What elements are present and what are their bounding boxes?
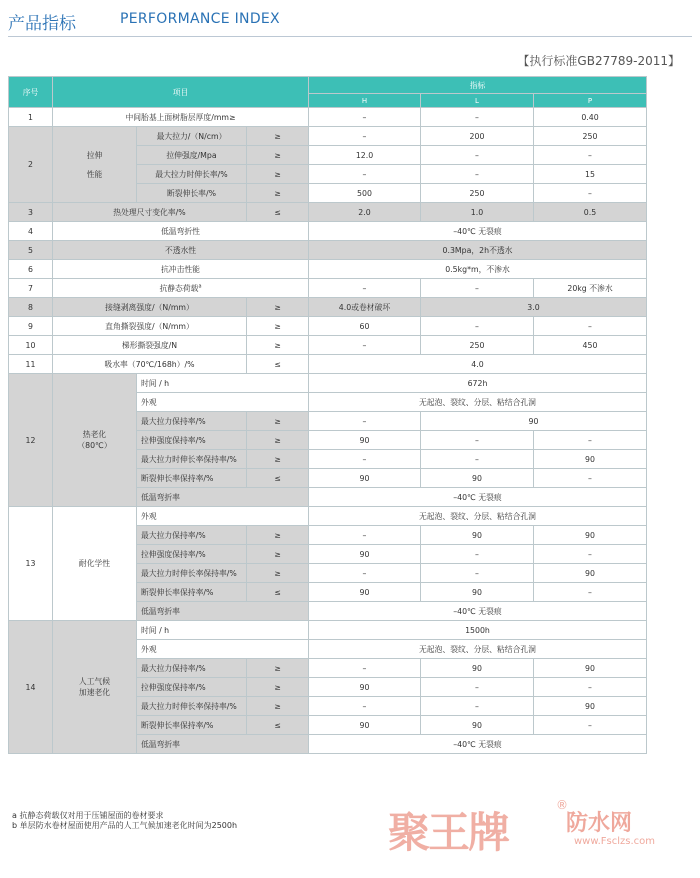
table-cell: – bbox=[309, 697, 421, 716]
table-row bbox=[9, 127, 647, 146]
table-cell: – bbox=[309, 526, 421, 545]
col-h: H bbox=[309, 94, 421, 108]
table-cell: – bbox=[534, 678, 647, 697]
table-cell: ≥ bbox=[247, 678, 309, 697]
table-cell: 最大拉力保持率/% bbox=[137, 412, 247, 431]
table-cell: ≥ bbox=[247, 127, 309, 146]
table-cell: 1.0 bbox=[421, 203, 534, 222]
table-cell: –40℃ 无裂痕 bbox=[309, 602, 647, 621]
table-cell: 断裂伸长率保持率/% bbox=[137, 469, 247, 488]
table-cell: 外观 bbox=[137, 393, 309, 412]
table-row bbox=[9, 621, 647, 640]
table-row bbox=[9, 279, 647, 298]
table-cell: 直角撕裂强度/（N/mm） bbox=[53, 317, 247, 336]
table-cell: – bbox=[309, 412, 421, 431]
table-row bbox=[9, 317, 647, 336]
table-row bbox=[9, 222, 647, 241]
table-cell: 拉伸强度保持率/% bbox=[137, 545, 247, 564]
table-cell: – bbox=[309, 659, 421, 678]
table-cell: –40℃ 无裂痕 bbox=[309, 735, 647, 754]
table-row bbox=[9, 298, 647, 317]
col-item: 项目 bbox=[53, 77, 309, 108]
table-cell: 20kg 不渗水 bbox=[534, 279, 647, 298]
table-cell: 11 bbox=[9, 355, 53, 374]
table-cell: 中间胎基上面树脂层厚度/mm≥ bbox=[53, 108, 309, 127]
table-cell: 拉伸强度保持率/% bbox=[137, 431, 247, 450]
table-cell: 90 bbox=[309, 678, 421, 697]
table-cell: – bbox=[421, 564, 534, 583]
table-cell: ≥ bbox=[247, 526, 309, 545]
table-cell: 90 bbox=[309, 431, 421, 450]
table-cell: 9 bbox=[9, 317, 53, 336]
watermark bbox=[388, 800, 688, 860]
table-cell: 250 bbox=[534, 127, 647, 146]
col-p: P bbox=[534, 94, 647, 108]
table-cell: – bbox=[309, 165, 421, 184]
table-row bbox=[9, 108, 647, 127]
table-cell: 0.3Mpa，2h不透水 bbox=[309, 241, 647, 260]
table-cell: 4 bbox=[9, 222, 53, 241]
table-cell: 最大拉力时伸长率保持率/% bbox=[137, 564, 247, 583]
table-cell: – bbox=[534, 184, 647, 203]
table-cell: 90 bbox=[309, 583, 421, 602]
footnotes bbox=[12, 811, 237, 831]
table-cell: 断裂伸长率保持率/% bbox=[137, 716, 247, 735]
table-cell: – bbox=[421, 279, 534, 298]
table-cell: 低温弯折率 bbox=[137, 602, 309, 621]
watermark-url: www.Fsclzs.com bbox=[574, 836, 656, 847]
group-label: 热老化 （80℃） bbox=[53, 374, 137, 507]
table-cell: – bbox=[421, 450, 534, 469]
table-cell: 低温弯折率 bbox=[137, 488, 309, 507]
table-cell: 5 bbox=[9, 241, 53, 260]
table-cell: – bbox=[309, 336, 421, 355]
table-cell: 4.0或卷材破坏 bbox=[309, 298, 421, 317]
table-cell: 2.0 bbox=[309, 203, 421, 222]
header-divider bbox=[8, 36, 692, 37]
table-cell: 200 bbox=[421, 127, 534, 146]
table-cell: 250 bbox=[421, 336, 534, 355]
watermark-brand: 聚王牌 bbox=[388, 808, 509, 857]
registered-icon: ® bbox=[556, 798, 568, 812]
table-cell: 90 bbox=[309, 545, 421, 564]
table-cell: – bbox=[421, 317, 534, 336]
table-cell: 外观 bbox=[137, 640, 309, 659]
table-cell: ≥ bbox=[247, 659, 309, 678]
table-cell: 梯形撕裂强度/N bbox=[53, 336, 247, 355]
table-cell: ≥ bbox=[247, 336, 309, 355]
table-cell: 最大拉力/（N/cm） bbox=[137, 127, 247, 146]
table-row bbox=[9, 507, 647, 526]
table-cell: 90 bbox=[421, 583, 534, 602]
table-cell: 时间 / h bbox=[137, 374, 309, 393]
table-cell: – bbox=[309, 127, 421, 146]
table-cell: –40℃ 无裂痕 bbox=[309, 222, 647, 241]
table-cell: ≥ bbox=[247, 146, 309, 165]
table-cell: 1 bbox=[9, 108, 53, 127]
table-cell: – bbox=[534, 431, 647, 450]
table-cell: – bbox=[534, 716, 647, 735]
table-cell: 90 bbox=[309, 469, 421, 488]
table-cell: 无起泡、裂纹、分层、粘结合孔洞 bbox=[309, 640, 647, 659]
table-cell: 90 bbox=[534, 564, 647, 583]
table-cell: 90 bbox=[534, 526, 647, 545]
table-cell: 外观 bbox=[137, 507, 309, 526]
table-cell: ≥ bbox=[247, 450, 309, 469]
table-cell: 10 bbox=[9, 336, 53, 355]
table-cell: 接缝剥离强度/（N/mm） bbox=[53, 298, 247, 317]
table-cell: ≥ bbox=[247, 545, 309, 564]
table-cell: 90 bbox=[421, 469, 534, 488]
table-cell: – bbox=[534, 146, 647, 165]
table-cell: 抗冲击性能 bbox=[53, 260, 309, 279]
table-cell: ≥ bbox=[247, 184, 309, 203]
table-cell: 最大拉力保持率/% bbox=[137, 526, 247, 545]
table-cell: – bbox=[534, 317, 647, 336]
table-cell: 断裂伸长率保持率/% bbox=[137, 583, 247, 602]
table-cell: 90 bbox=[421, 716, 534, 735]
table-cell: 12 bbox=[9, 374, 53, 507]
table-cell: 低温弯折性 bbox=[53, 222, 309, 241]
table-cell: – bbox=[421, 697, 534, 716]
table-cell: 250 bbox=[421, 184, 534, 203]
table-cell: – bbox=[534, 583, 647, 602]
group-label: 耐化学性 bbox=[53, 507, 137, 621]
table-cell: 1500h bbox=[309, 621, 647, 640]
table-cell: ≥ bbox=[247, 412, 309, 431]
table-cell: 3.0 bbox=[421, 298, 647, 317]
table-cell: 无起泡、裂纹、分层、粘结合孔洞 bbox=[309, 507, 647, 526]
table-cell: – bbox=[421, 678, 534, 697]
table-cell: 无起泡、裂纹、分层、粘结合孔洞 bbox=[309, 393, 647, 412]
table-cell: ≤ bbox=[247, 583, 309, 602]
table-cell: 90 bbox=[309, 716, 421, 735]
table-cell: – bbox=[309, 108, 421, 127]
table-cell: 13 bbox=[9, 507, 53, 621]
title-en: PERFORMANCE INDEX bbox=[120, 11, 280, 27]
table-row bbox=[9, 336, 647, 355]
table-cell: ≥ bbox=[247, 697, 309, 716]
table-cell: ≥ bbox=[247, 298, 309, 317]
table-row bbox=[9, 203, 647, 222]
table-cell: ≤ bbox=[247, 355, 309, 374]
table-cell: 断裂伸长率/% bbox=[137, 184, 247, 203]
table-row bbox=[9, 241, 647, 260]
table-cell: 拉伸强度保持率/% bbox=[137, 678, 247, 697]
table-cell: ≤ bbox=[247, 203, 309, 222]
table-cell: 0.5 bbox=[534, 203, 647, 222]
table-cell: 最大拉力保持率/% bbox=[137, 659, 247, 678]
table-cell: 拉伸强度/Mpa bbox=[137, 146, 247, 165]
table-cell: 15 bbox=[534, 165, 647, 184]
table-cell: 12.0 bbox=[309, 146, 421, 165]
table-cell: ≥ bbox=[247, 165, 309, 184]
table-cell: 90 bbox=[534, 450, 647, 469]
table-cell: – bbox=[421, 545, 534, 564]
table-cell: 14 bbox=[9, 621, 53, 754]
table-cell: 最大拉力时伸长率/% bbox=[137, 165, 247, 184]
performance-table bbox=[8, 76, 647, 754]
table-cell: 0.40 bbox=[534, 108, 647, 127]
table-cell: 90 bbox=[534, 697, 647, 716]
table-cell: ≥ bbox=[247, 564, 309, 583]
table-cell: 不透水性 bbox=[53, 241, 309, 260]
table-cell: 0.5kg*m，不渗水 bbox=[309, 260, 647, 279]
table-cell: 最大拉力时伸长率保持率/% bbox=[137, 450, 247, 469]
table-cell: – bbox=[534, 545, 647, 564]
page-header bbox=[8, 6, 692, 36]
table-cell: 最大拉力时伸长率保持率/% bbox=[137, 697, 247, 716]
table-cell: – bbox=[421, 108, 534, 127]
table-cell: 热处理尺寸变化率/% bbox=[53, 203, 247, 222]
table-cell: – bbox=[534, 469, 647, 488]
table-cell: 60 bbox=[309, 317, 421, 336]
table-row bbox=[9, 260, 647, 279]
table-cell: 90 bbox=[534, 659, 647, 678]
table-cell: 90 bbox=[421, 659, 534, 678]
col-index: 指标 bbox=[309, 77, 647, 94]
standard-label: 【执行标准GB27789-2011】 bbox=[517, 54, 680, 68]
col-l: L bbox=[421, 94, 534, 108]
footnote-b: b 单层防水卷材屋面使用产品的人工气候加速老化时间为2500h bbox=[12, 821, 238, 830]
table-cell: 低温弯折率 bbox=[137, 735, 309, 754]
table-cell: 吸水率（70℃/168h）/% bbox=[53, 355, 247, 374]
table-cell: 3 bbox=[9, 203, 53, 222]
footnote-a: a 抗静态荷载仅对用于压铺屋面的卷材要求 bbox=[12, 811, 164, 820]
table-cell: –40℃ 无裂痕 bbox=[309, 488, 647, 507]
table-cell: – bbox=[421, 165, 534, 184]
table-cell: – bbox=[309, 279, 421, 298]
watermark-site: 防水网 bbox=[566, 811, 633, 836]
group-label: 拉伸 性能 bbox=[53, 127, 137, 203]
col-no: 序号 bbox=[9, 77, 53, 108]
table-cell: 8 bbox=[9, 298, 53, 317]
table-cell: 500 bbox=[309, 184, 421, 203]
table-cell: 时间 / h bbox=[137, 621, 309, 640]
table-cell: – bbox=[421, 431, 534, 450]
table-cell: 6 bbox=[9, 260, 53, 279]
table-row bbox=[9, 355, 647, 374]
table-cell: – bbox=[309, 450, 421, 469]
table-cell: 672h bbox=[309, 374, 647, 393]
table-cell: ≤ bbox=[247, 716, 309, 735]
table-cell: 2 bbox=[9, 127, 53, 203]
table-cell: ≥ bbox=[247, 317, 309, 336]
title-cn: 产品指标 bbox=[8, 14, 76, 34]
table-cell: 90 bbox=[421, 526, 534, 545]
table-row bbox=[9, 374, 647, 393]
group-label: 人工气候 加速老化 bbox=[53, 621, 137, 754]
table-cell: ≤ bbox=[247, 469, 309, 488]
table-cell: 抗静态荷载$^a$ bbox=[53, 279, 309, 298]
table-cell: 7 bbox=[9, 279, 53, 298]
table-cell: 4.0 bbox=[309, 355, 647, 374]
table-cell: – bbox=[309, 564, 421, 583]
table-cell: ≥ bbox=[247, 431, 309, 450]
table-cell: 450 bbox=[534, 336, 647, 355]
table-cell: 90 bbox=[421, 412, 647, 431]
table-cell: – bbox=[421, 146, 534, 165]
